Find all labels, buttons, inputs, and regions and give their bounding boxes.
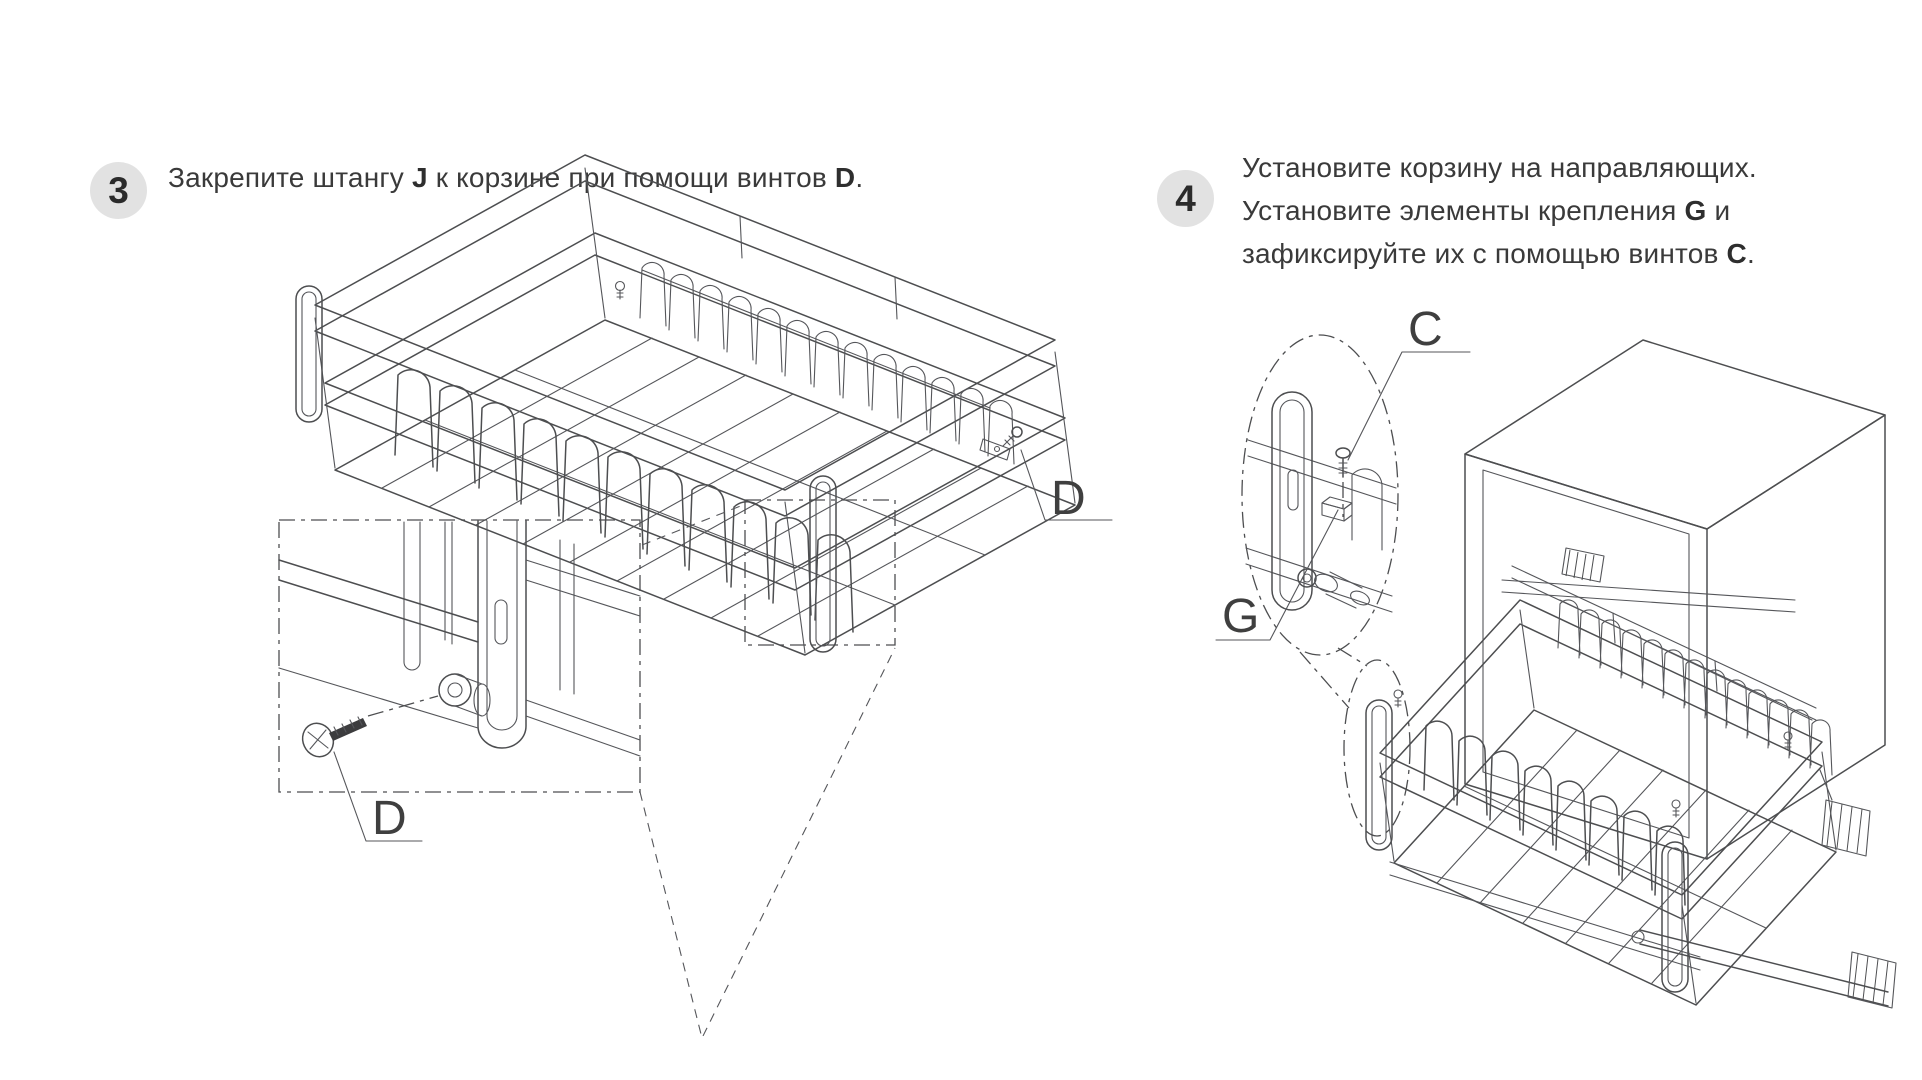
step-4-number: 4 [1175,177,1196,219]
bracket-g-icon [1322,497,1352,521]
part-letter-c: C [1726,238,1747,269]
part-letter-g: G [1684,195,1707,226]
slide-rail [1390,770,1896,1008]
step4-diagram [1216,303,1896,1008]
mounting-rail [1502,548,1795,612]
detail-balloon-border [1242,335,1398,655]
detail-post [478,521,526,748]
instruction-text: и [1706,195,1731,226]
instruction-text: зафиксируйте их с помощью винтов [1242,238,1727,269]
fitting-cylinder [439,674,490,716]
basket-top-rail-j [315,155,1055,516]
projection-lines [640,505,895,1038]
cabinet-drawing [1465,340,1885,859]
part-letter-d: D [834,162,856,193]
instruction-text: Установите элементы крепления [1242,195,1685,226]
detail-inset-border [279,520,640,792]
screw-icon [297,717,367,762]
callout-d-detail [334,752,422,845]
screw-icon [1672,800,1680,817]
small-balloon-border [1344,660,1410,836]
screw-icon [616,282,625,300]
callout-c-label: C [1408,303,1443,356]
instruction-text: . [1746,238,1755,269]
part-letter-j: J [411,162,428,193]
step-3-number: 3 [108,169,129,211]
detail-balloon [1242,335,1398,655]
instruction-text: к корзине при помощи винтов [427,162,835,193]
callout-g [1216,510,1338,643]
screw-icon [1784,732,1792,749]
screw-icon [1394,690,1402,707]
callout-g-label: G [1222,590,1260,643]
plate-comb [640,262,1014,464]
handle-post-left [1366,700,1392,850]
balloon-post [1272,392,1312,610]
handle-post-front [810,476,836,652]
callout-d-corner-label: D [1051,472,1086,525]
instruction-text: . [855,162,864,193]
callout-d-detail-label: D [372,792,407,845]
callout-c [1348,303,1470,460]
step3-diagram [279,155,1112,1038]
corner-screw-assembly [980,427,1022,460]
instruction-text: Установите корзину на направляющих. [1242,152,1757,183]
callout-d-corner [1021,450,1112,525]
instruction-text: Закрепите штангу [168,162,412,193]
